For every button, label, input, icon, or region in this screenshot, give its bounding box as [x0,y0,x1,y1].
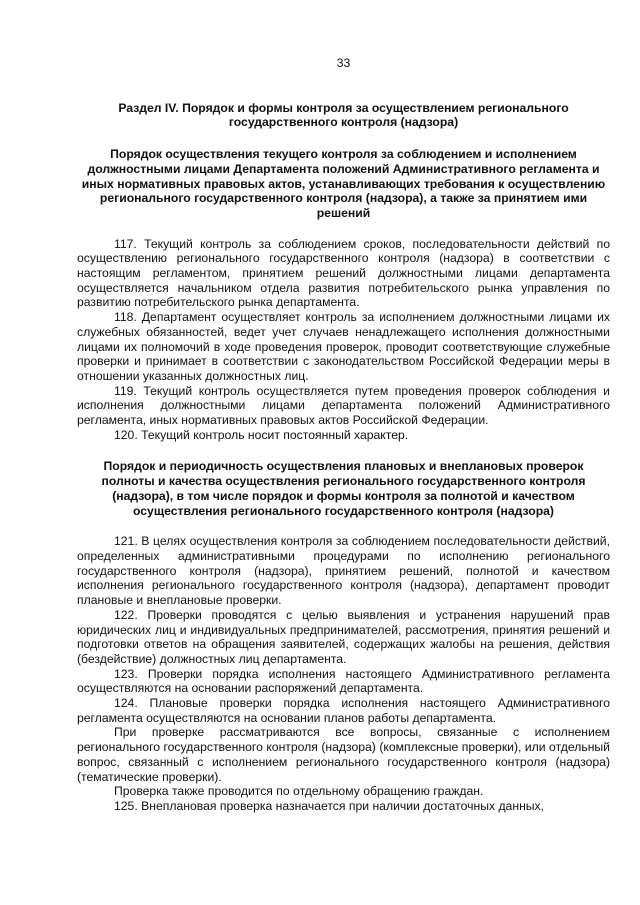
paragraph-123: 123. Проверки порядка исполнения настоящего Административного регламента осуществляются на основании распоряжений департамента. [77,666,610,696]
paragraph-117: 117. Текущий контроль за соблюдением сроков, последовательности действий по осуществлению регионального государственного контроля (надзора) в соответствии с настоящим регламентом, принятием решений должностными лицами департамента осуществляется начальником отдела развития потребительского рынка управления по развитию потребительского рынка департамента. [77,236,610,310]
paragraph-124-appeals: Проверка также проводится по отдельному обращению граждан. [114,784,484,799]
subsection-1-body [77,237,610,443]
section-gap [77,442,610,459]
paragraph-119: 119. Текущий контроль осуществляется путем проведения проверок соблюдения и исполнения должностными лицами департамента положений Административного регламента, иных нормативных правовых актов Российской Федерации. [77,383,610,428]
subsection-2-body [77,534,610,813]
paragraph-124: 124. Плановые проверки порядка исполнения настоящего Административного регламента осуществляются на основании планов работы департамента. [77,696,610,725]
subsection-1-title: Порядок осуществления текущего контроля за соблюдением и исполнением должностными лицами Департамента положений Административного регламента и иных нормативных правовых актов, устанавливающих требования к осуществлению регионального государственного контроля (надзора), а также за принятием ими решений [81,147,606,220]
paragraph-124-checks: При проверке рассматриваются все вопросы, связанные с исполнением регионального государственного контроля (надзора) (комплексные проверки), или отдельный вопрос, связанный с исполнением регионального государственного контроля (надзора) (тематические проверки). [77,725,610,784]
subsection-2-title: Порядок и периодичность осуществления плановых и внеплановых проверок полноты и качества осуществления регионального государственного контроля (надзора), в том числе порядок и формы контроля за полнотой и качеством осуществления регионального государственного контроля (надзора) [101,459,586,518]
paragraph-122: 122. Проверки проводятся с целью выявления и устранения нарушений прав юридических лиц и индивидуальных предпринимателей, рассмотрения, принятия решений и подготовки ответов на обращения заявителей, содержащих жалобы на решения, действия (бездействие) должностных лиц департамента. [77,607,610,666]
paragraph-125: 125. Внеплановая проверка назначается при наличии достаточных данных, [114,798,545,813]
paragraph-118: 118. Департамент осуществляет контроль за исполнением должностными лицами их служебных обязанностей, ведет учет случаев ненадлежащего исполнения должностными лицами их полномочий в ходе проведения проверок, проводит соответствующие служебные проверки и принимает в соответствии с законодательством Российской Федерации меры в отношении указанных должностных лиц. [77,310,610,383]
paragraph-121: 121. В целях осуществления контроля за соблюдением последовательности действий, определенных административными процедурами по исполнению регионального государственного контроля (надзора), принятием решений, полнотой и качеством исполнения регионального государственного контроля (надзора), департамент проводит плановые и внеплановые проверки. [77,534,610,608]
section-title: Раздел IV. Порядок и формы контроля за осуществлением регионального государственного контроля (надзора) [118,100,569,130]
paragraph-120: 120. Текущий контроль носит постоянный характер. [114,427,409,442]
page-number: 33 [336,56,351,70]
